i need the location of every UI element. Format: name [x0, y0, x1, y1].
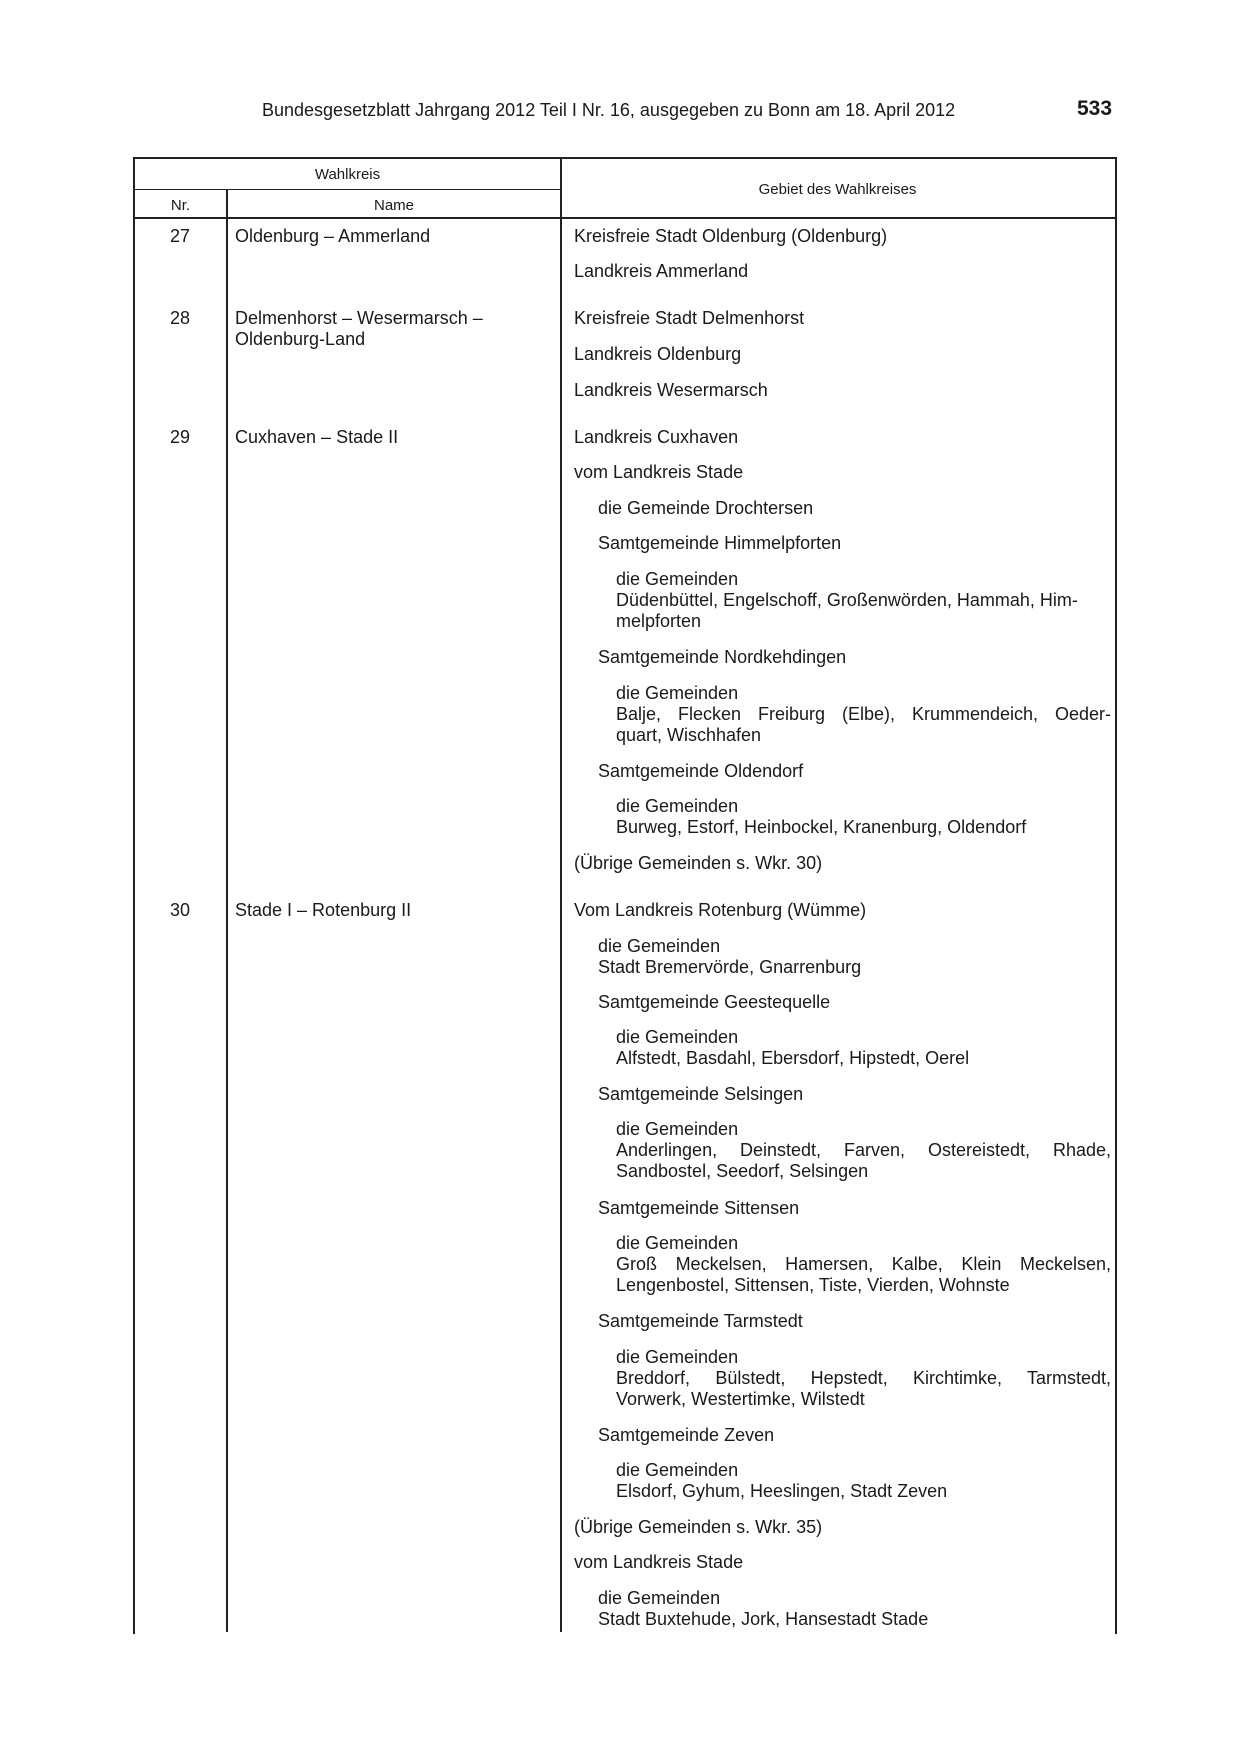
gebiet-line: Samtgemeinde Himmelpforten: [598, 533, 842, 553]
gebiet-line: die Gemeinden: [598, 936, 721, 956]
row-name: Oldenburg – Ammerland: [235, 226, 431, 246]
row-name: Stade I – Rotenburg II: [235, 900, 412, 920]
header-wahlkreis: Wahlkreis: [314, 166, 381, 183]
gebiet-line: die Gemeinden: [616, 796, 739, 816]
header-divider-bottom: [133, 217, 1115, 219]
gebiet-line: die Gemeinden: [616, 1233, 739, 1253]
row-nr: 29: [169, 427, 191, 447]
gebiet-line: Lengenbostel, Sittensen, Tiste, Vierden, Wohnste: [616, 1275, 1010, 1295]
gebiet-line: (Übrige Gemeinden s. Wkr. 30): [574, 853, 823, 873]
gebiet-line: vom Landkreis Stade: [574, 1552, 744, 1572]
gebiet-line: die Gemeinden: [616, 1460, 739, 1480]
gebiet-line: Samtgemeinde Sittensen: [598, 1198, 800, 1218]
gebiet-line: Landkreis Ammerland: [574, 261, 749, 281]
gebiet-line: (Übrige Gemeinden s. Wkr. 35): [574, 1517, 823, 1537]
header-name: Name: [373, 197, 414, 214]
gebiet-line: Burweg, Estorf, Heinbockel, Kranenburg, Oldendorf: [616, 817, 1027, 837]
gebiet-line: Samtgemeinde Nordkehdingen: [598, 647, 847, 667]
row-name: Delmenhorst – Wesermarsch – Oldenburg-Land: [235, 308, 483, 349]
header-divider-wahlkreis: [133, 189, 562, 190]
page-number: 533: [1077, 97, 1113, 120]
gebiet-line: Vom Landkreis Rotenburg (Wümme): [574, 900, 867, 920]
gebiet-line: Landkreis Cuxhaven: [574, 427, 739, 447]
gebiet-line: Kreisfreie Stadt Delmenhorst: [574, 308, 805, 328]
row-nr: 27: [169, 226, 191, 246]
row-nr: 30: [169, 900, 191, 920]
gebiet-line: Anderlingen, Deinstedt, Farven, Ostereistedt, Rhade,: [616, 1140, 1111, 1160]
gebiet-block: [616, 704, 1111, 746]
gebiet-line: Alfstedt, Basdahl, Ebersdorf, Hipstedt, Oerel: [616, 1048, 970, 1068]
gebiet-line: Groß Meckelsen, Hamersen, Kalbe, Klein Meckelsen,: [616, 1254, 1111, 1274]
gebiet-line: Landkreis Oldenburg: [574, 344, 742, 364]
row-nr: 28: [169, 308, 191, 328]
gebiet-line: Vorwerk, Westertimke, Wilstedt: [616, 1389, 865, 1409]
gebiet-line: die Gemeinden: [616, 1119, 739, 1139]
gebiet-line: Breddorf, Bülstedt, Hepstedt, Kirchtimke, Tarmstedt,: [616, 1368, 1111, 1388]
gebiet-line: vom Landkreis Stade: [574, 462, 744, 482]
gebiet-line: die Gemeinden: [616, 1027, 739, 1047]
table-frame: [133, 157, 1117, 1634]
gebiet-line: die Gemeinden: [616, 683, 739, 703]
gebiet-line: Landkreis Wesermarsch: [574, 380, 768, 400]
column-divider-name: [560, 157, 562, 1632]
gebiet-block: [616, 1368, 1111, 1410]
gebiet-line: Stadt Buxtehude, Jork, Hansestadt Stade: [598, 1609, 929, 1629]
gebiet-line: Samtgemeinde Geestequelle: [598, 992, 831, 1012]
gebiet-line: quart, Wischhafen: [616, 725, 762, 745]
gebiet-line: die Gemeinde Drochtersen: [598, 498, 814, 518]
gebiet-line: melpforten: [616, 611, 702, 631]
gebiet-line: die Gemeinden: [616, 1347, 739, 1367]
column-divider-nr: [226, 190, 228, 1632]
gebiet-line: Samtgemeinde Oldendorf: [598, 761, 804, 781]
running-title: Bundesgesetzblatt Jahrgang 2012 Teil I Nr. 16, ausgegeben zu Bonn am 18. April 2012: [262, 100, 956, 120]
gebiet-line: Elsdorf, Gyhum, Heeslingen, Stadt Zeven: [616, 1481, 948, 1501]
gebiet-line: Düdenbüttel, Engelschoff, Großenwörden, Hammah, Him-: [616, 590, 1078, 610]
gebiet-line: Stadt Bremervörde, Gnarrenburg: [598, 957, 862, 977]
gebiet-line: Samtgemeinde Tarmstedt: [598, 1311, 803, 1331]
gebiet-line: Kreisfreie Stadt Oldenburg (Oldenburg): [574, 226, 888, 246]
header-gebiet: Gebiet des Wahlkreises: [758, 181, 917, 198]
header-nr: Nr.: [170, 197, 191, 214]
gebiet-line: Sandbostel, Seedorf, Selsingen: [616, 1161, 869, 1181]
gebiet-line: die Gemeinden: [616, 569, 739, 589]
gebiet-block: [616, 1254, 1111, 1296]
gebiet-block: [616, 590, 1111, 632]
gebiet-line: Samtgemeinde Zeven: [598, 1425, 775, 1445]
gebiet-line: Balje, Flecken Freiburg (Elbe), Krummendeich, Oeder-: [616, 704, 1111, 724]
row-name: Cuxhaven – Stade II: [235, 427, 399, 447]
gebiet-line: die Gemeinden: [598, 1588, 721, 1608]
gebiet-block: [616, 1140, 1111, 1182]
gebiet-line: Samtgemeinde Selsingen: [598, 1084, 804, 1104]
